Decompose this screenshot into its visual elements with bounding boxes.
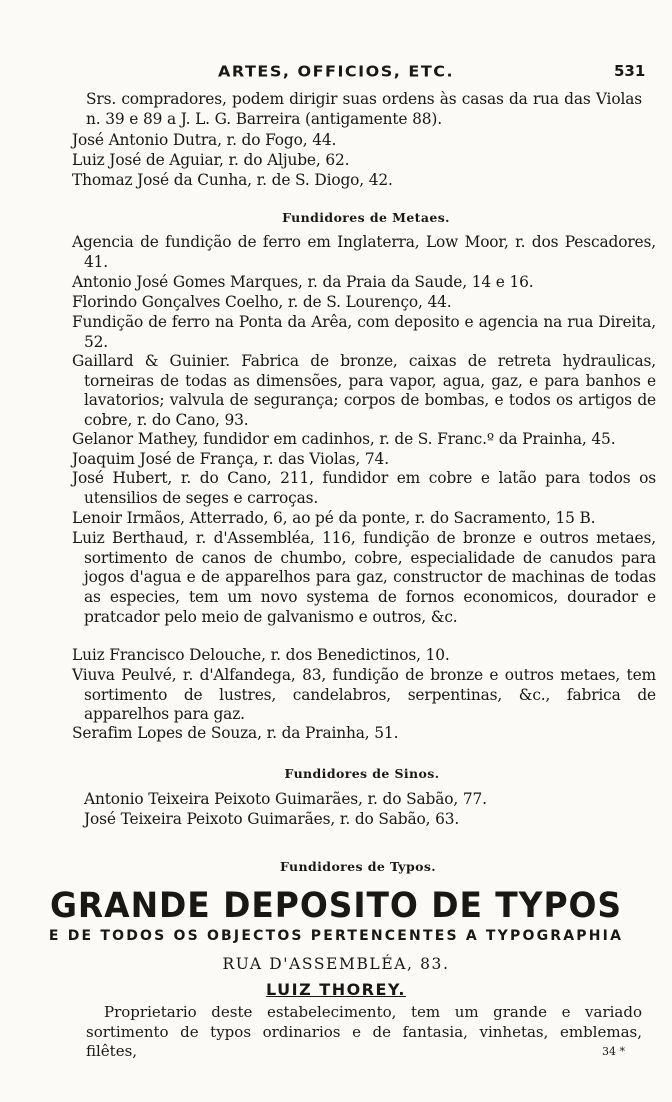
list-item: Luiz Berthaud, r. d'Assembléa, 116, fundição de bronze e outros metaes, sortimento de canos de chumbo, cobre, especialidade de canudos para jogos d'agua e de apparelhos para gaz, constructor de machinas de todas as especies, tem um novo systema de fornos economicos, dourador e pratcador pelo meio de galvanismo e outros, &c. bbox=[72, 529, 656, 626]
list-item: José Hubert, r. do Cano, 211, fundidor em cobre e latão para todos os utensilios de seges e carroças. bbox=[72, 469, 656, 507]
list-item: Thomaz José da Cunha, r. de S. Diogo, 42. bbox=[72, 171, 393, 189]
list-item: Florindo Gonçalves Coelho, r. de S. Lourenço, 44. bbox=[72, 293, 452, 311]
advertisement-address: RUA D'ASSEMBLÉA, 83. bbox=[222, 955, 450, 973]
list-item: Gelanor Mathey, fundidor em cadinhos, r. de S. Franc.º da Prainha, 45. bbox=[72, 430, 616, 448]
signature-mark: 34 * bbox=[602, 1045, 625, 1058]
list-item: Antonio Teixeira Peixoto Guimarães, r. do Sabão, 77. bbox=[84, 790, 487, 808]
list-item: Gaillard & Guinier. Fabrica de bronze, caixas de retreta hydraulicas, torneiras de todas as dimensões, para vapor, agua, gaz, e para banhos e lavatorios; valvula de segurança; corpos de bombas, e todos os artigos de cobre, r. do Cano, 93. bbox=[72, 352, 656, 430]
intro-note: Srs. compradores, podem dirigir suas ordens às casas da rua das Violas n. 39 e 89 a J. L. G. Barreira (antigamente 88). bbox=[86, 90, 642, 128]
section-heading-typos: Fundidores de Typos. bbox=[279, 859, 437, 874]
list-item: Antonio José Gomes Marques, r. da Praia da Saude, 14 e 16. bbox=[72, 273, 534, 291]
list-item: José Antonio Dutra, r. do Fogo, 44. bbox=[72, 131, 337, 149]
list-item: Joaquim José de França, r. das Violas, 74. bbox=[72, 450, 389, 468]
advertisement-subtitle: E DE TODOS OS OBJECTOS PERTENCENTES A TYPOGRAPHIA bbox=[48, 928, 624, 944]
list-item: Serafim Lopes de Souza, r. da Prainha, 51. bbox=[72, 724, 399, 742]
running-head bbox=[0, 62, 672, 84]
list-item: José Teixeira Peixoto Guimarães, r. do Sabão, 63. bbox=[84, 810, 460, 828]
list-item: Luiz José de Aguiar, r. do Aljube, 62. bbox=[72, 151, 350, 169]
page-number: 531 bbox=[614, 62, 646, 80]
list-item: Agencia de fundição de ferro em Inglaterra, Low Moor, r. dos Pescadores, 41. bbox=[72, 233, 656, 271]
list-item: Luiz Francisco Delouche, r. dos Benedictinos, 10. bbox=[72, 646, 450, 664]
list-item: Viuva Peulvé, r. d'Alfandega, 83, fundição de bronze e outros metaes, tem sortimento de lustres, candelabros, serpentinas, &c., fabrica de apparelhos para gaz. bbox=[72, 666, 656, 724]
list-item: Lenoir Irmãos, Atterrado, 6, ao pé da ponte, r. do Sacramento, 15 B. bbox=[72, 509, 596, 527]
list-item: Fundição de ferro na Ponta da Arêa, com deposito e agencia na rua Direita, 52. bbox=[72, 313, 656, 351]
section-heading-metaes: Fundidores de Metaes. bbox=[282, 210, 450, 225]
advertisement-proprietor: LUIZ THOREY. bbox=[266, 980, 406, 999]
running-title: ARTES, OFFICIOS, ETC. bbox=[218, 62, 455, 81]
advertisement-body: Proprietario deste estabelecimento, tem um grande e variado sortimento de typos ordinarios e de fantasia, vinhetas, emblemas, filêtes, bbox=[86, 1003, 642, 1060]
section-heading-sinos: Fundidores de Sinos. bbox=[284, 766, 440, 781]
advertisement-title: GRANDE DEPOSITO DE TYPOS bbox=[49, 886, 623, 926]
